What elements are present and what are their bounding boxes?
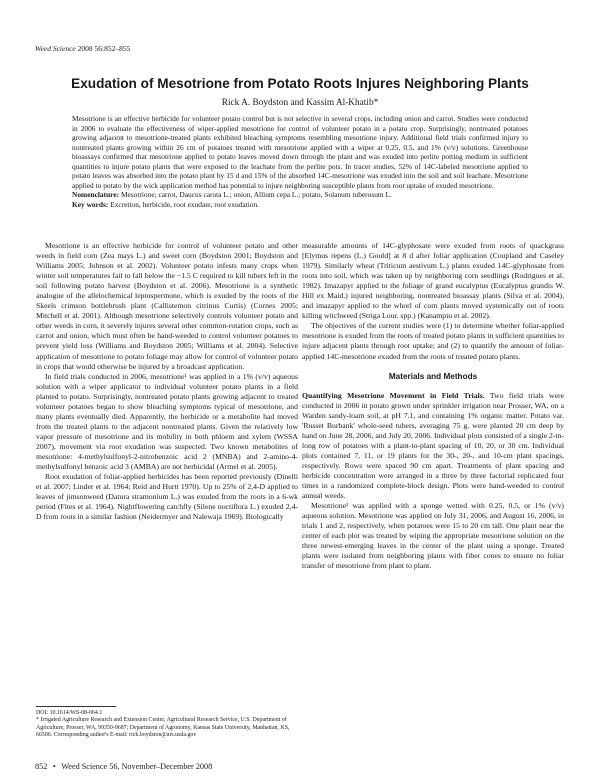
section-heading: Materials and Methods: [388, 371, 478, 381]
subsection-heading: Quantifying Mesotrione Movement in Field Trials.: [302, 390, 485, 400]
abstract: [72, 114, 528, 209]
page-number: 852: [35, 762, 48, 771]
intro-paragraph-3: Root exudation of foliar-applied herbicides has been reported previously (Dinelli et al. 2007; Linder et al. 1964; Reid and Hurtt 1970). Up to 25% of 2,4-D applied to leaves of jimsonweed (Datura stramonium L.) was exuded from the roots in a 6-wk period (Fites et al. 1964). Nightflowering catchfly (Silene noctiflora L.) exuded 2,4-D from roots in a similar fashion (Neidermyer and Nalewaja 1969). Biologically: [36, 472, 298, 522]
methods-paragraph-1: [302, 391, 564, 502]
nomenclature-text: Mesotrione; carrot, Daucus carota L.; onion, Allium cepa L.; potato, Solanum tuberosum L.: [120, 190, 392, 200]
keywords-text: Excretion, herbicide, root exudate, root exudation.: [110, 199, 259, 209]
abstract-body: Mesotrione is an effective herbicide for volunteer potato control but is not selective in several crops, including onion and carrot. Studies were conducted in 2006 to evaluate the effectiveness of wiper-applied mesotrione for control of volunteer potato in a potato crop. Surprisingly, nontreated potatoes growing adjacent to mesotrione-treated plants exhibited bleaching symptoms resembling mesotrione injury. Additional field trials confirmed injury to nontreated plants growing within 26 cm of potatoes treated with mesotrione applied with a wiper at 0.25, 0.5, and 1% (v/v) solutions. Greenhouse bioassays confirmed that mesotrione applied to potato leaves moved down through the plant and was exuded into perlite potting medium in sufficient quantities to injure potato plants that were exposed to the leachate from the perlite pots. In tracer studies, 52% of 14C-labeled mesotrione applied to potato leaves was absorbed into the potato plant by 15 d and 15% of the absorbed 14C-mesotrione was exuded into the soil and soil leachate. Mesotrione applied to potato by the wick application method has potential to injure neighboring susceptible plants from root uptake of exuded mesotrione.: [72, 114, 528, 190]
paper-authors: Rick A. Boydston and Kassim Al-Khatib*: [221, 98, 379, 108]
paper-title: Exudation of Mesotrione from Potato Roots Injures Neighboring Plants: [71, 76, 529, 91]
methods-paragraph-2: Mesotrione¹ was applied with a sponge wetted with 0.25, 0.5, or 1% (v/v) aqueous solution. Mesotrione was applied on July 31, 2006, and August 16, 2006, in trials 1 and 2, respectively, when potatoes were 15 to 20 cm tall. One plant near the center of each plot was treated by wiping the appropriate mesotrione solution on the three newest-emerging leaves in the center of the plant using a sponge. Treated plants were isolated from neighboring plants with fiber cones to ensure no foliar transfer of mesotrione from plant to plant.: [302, 501, 564, 571]
journal-citation: 2008 56:852–855: [77, 44, 131, 53]
keywords-label: Key words:: [72, 199, 109, 209]
intro-paragraph-2: In field trials conducted in 2006, mesotrione¹ was applied in a 1% (v/v) aqueous solution with a wiper applicator to individual volunteer potato plants in a field planted to potato. Surprisingly, nontreated potato plants growing adjacent to treated volunteer potatoes began to show bleaching symptoms typical of mesotrione, and many plants eventually died. Apparently, the herbicide or a metabolite had moved from the treated plants to the adjacent nontreated plants. Given the relatively low vapor pressure of mesotrione and its mobility in both phloem and xylem (WSSA 2007), movement via root exudation was suspected. Two known metabolites of mesotrione: 4-methylsulfonyl-2-nitrobenzoic acid 2 (MNBA) and 2-amino-4-methylsulfonyl benzoic acid 3 (AMBA) are not herbicidal (Armel et al. 2005).: [36, 371, 298, 472]
left-column: [36, 241, 298, 522]
footnote-divider: [36, 706, 116, 707]
nomenclature-line: [72, 190, 528, 200]
objectives-paragraph: The objectives of the current studies were (1) to determine whether foliar-applied mesotrione is exuded from the roots of treated potato plants in sufficient quantities to injure adjacent plants through root uptake; and (2) to quantify the amount of foliar-applied 14C-mesotrione exuded from the roots of treated potato plants.: [302, 321, 564, 361]
doi-footnote: DOI: 10.1614/WS-08-064.1: [36, 710, 103, 716]
page-footer: [35, 762, 212, 771]
footer-journal: Weed Science 56, November–December 2008: [61, 762, 213, 771]
nomenclature-label: Nomenclature:: [72, 190, 120, 200]
footnotes: [36, 710, 298, 740]
affiliation-footnote: * Irrigated Agriculture Research and Extension Center, Agricultural Research Service, U.S. Department of Agriculture, Prosser, WA, 99350-9687; Department of Agronomy, Kansas State University, Manhattan, KS, 66506. Corresponding author's E-mail: rick.boydston@ars.usda.gov: [36, 717, 290, 739]
journal-header: [35, 44, 130, 53]
keywords-line: [72, 200, 528, 210]
footer-separator: •: [52, 762, 56, 771]
intro-paragraph-1: Mesotrione is an effective herbicide for control of volunteer potato and other weeds in field corn (Zea mays L.) and sweet corn (Boydston 2001; Boydston and Williams 2005; Johnson et al. 2002). Volunteer potato infests many crops when winter soil temperatures fail to fall below the −1.5 C required to kill tubers left in the soil following potato harvest (Boydston et al. 2006). Mesotrione is a synthetic analogue of the allelochemical leptospermone, which is exuded by the roots of the Skeels crimson bottlebrush plant (Callistemon citrinus Curtis) (Cornes 2005; Mitchell et al. 2001). Although mesotrione selectively controls volunteer potato and other weeds in corn, it severely injures several other common-rotation crops, such as carrot and onion, which must often be hand-weeded to control volunteer potatoes to prevent yield loss (Williams and Boydston 2005; Williams et al. 2004). Selective application of mesotrione to potato foliage may allow for control of volunteer potato in crops that would otherwise be injured by a broadcast application.: [36, 241, 298, 371]
intro-paragraph-4: measurable amounts of 14C-glyphosate were exuded from roots of quackgrass [Elymus repens (L.) Gould] at 8 d after foliar application (Coupland and Caseley 1979). Similarly wheat (Triticum aestivum L.) plants exuded 14C-glyphosate from roots into soil, which was taken up by neighboring corn seedlings (Rodrigues et al. 1982). Imazapyr applied to the foliage of grand eucalyptus (Eucalyptus grandis W. Hill ex Maid.) injured neighboring, nontreated bioassay plants (Silva et al. 2004), and imazapyr applied to the whorl of corn plants moved systemically out of roots killing witchweed (Striga Lour. spp.) (Kanampiu et al. 2002).: [302, 241, 564, 321]
journal-name: Weed Science: [35, 44, 76, 53]
right-column: [302, 241, 564, 571]
methods-paragraph-1-text: Two field trials were conducted in 2006 in potato grown under sprinkler irrigation near Prosser, WA, on a Warden sandy-loam soil, at pH 7.1, and containing 1% organic matter. Potato var. 'Russet Burbank' whole-seed tubers, averaging 75 g, were planted 20 cm deep by hand on June 28, 2006, and July 20, 2006. Individual plots consisted of a single 2-m-long row of potatoes with a plant-to-plant spacing of 10, 20, or 30 cm. Individual plots contained 7, 11, or 19 plants for the 30-, 20-, and 10-cm plant spacings, respectively. Rows were spaced 90 cm apart. Treatments of plant spacing and herbicide concentration were arranged in a three by three factorial replicated four times in a randomized complete-block design. Plots were hand-weeded to control annual weeds.: [302, 390, 564, 501]
